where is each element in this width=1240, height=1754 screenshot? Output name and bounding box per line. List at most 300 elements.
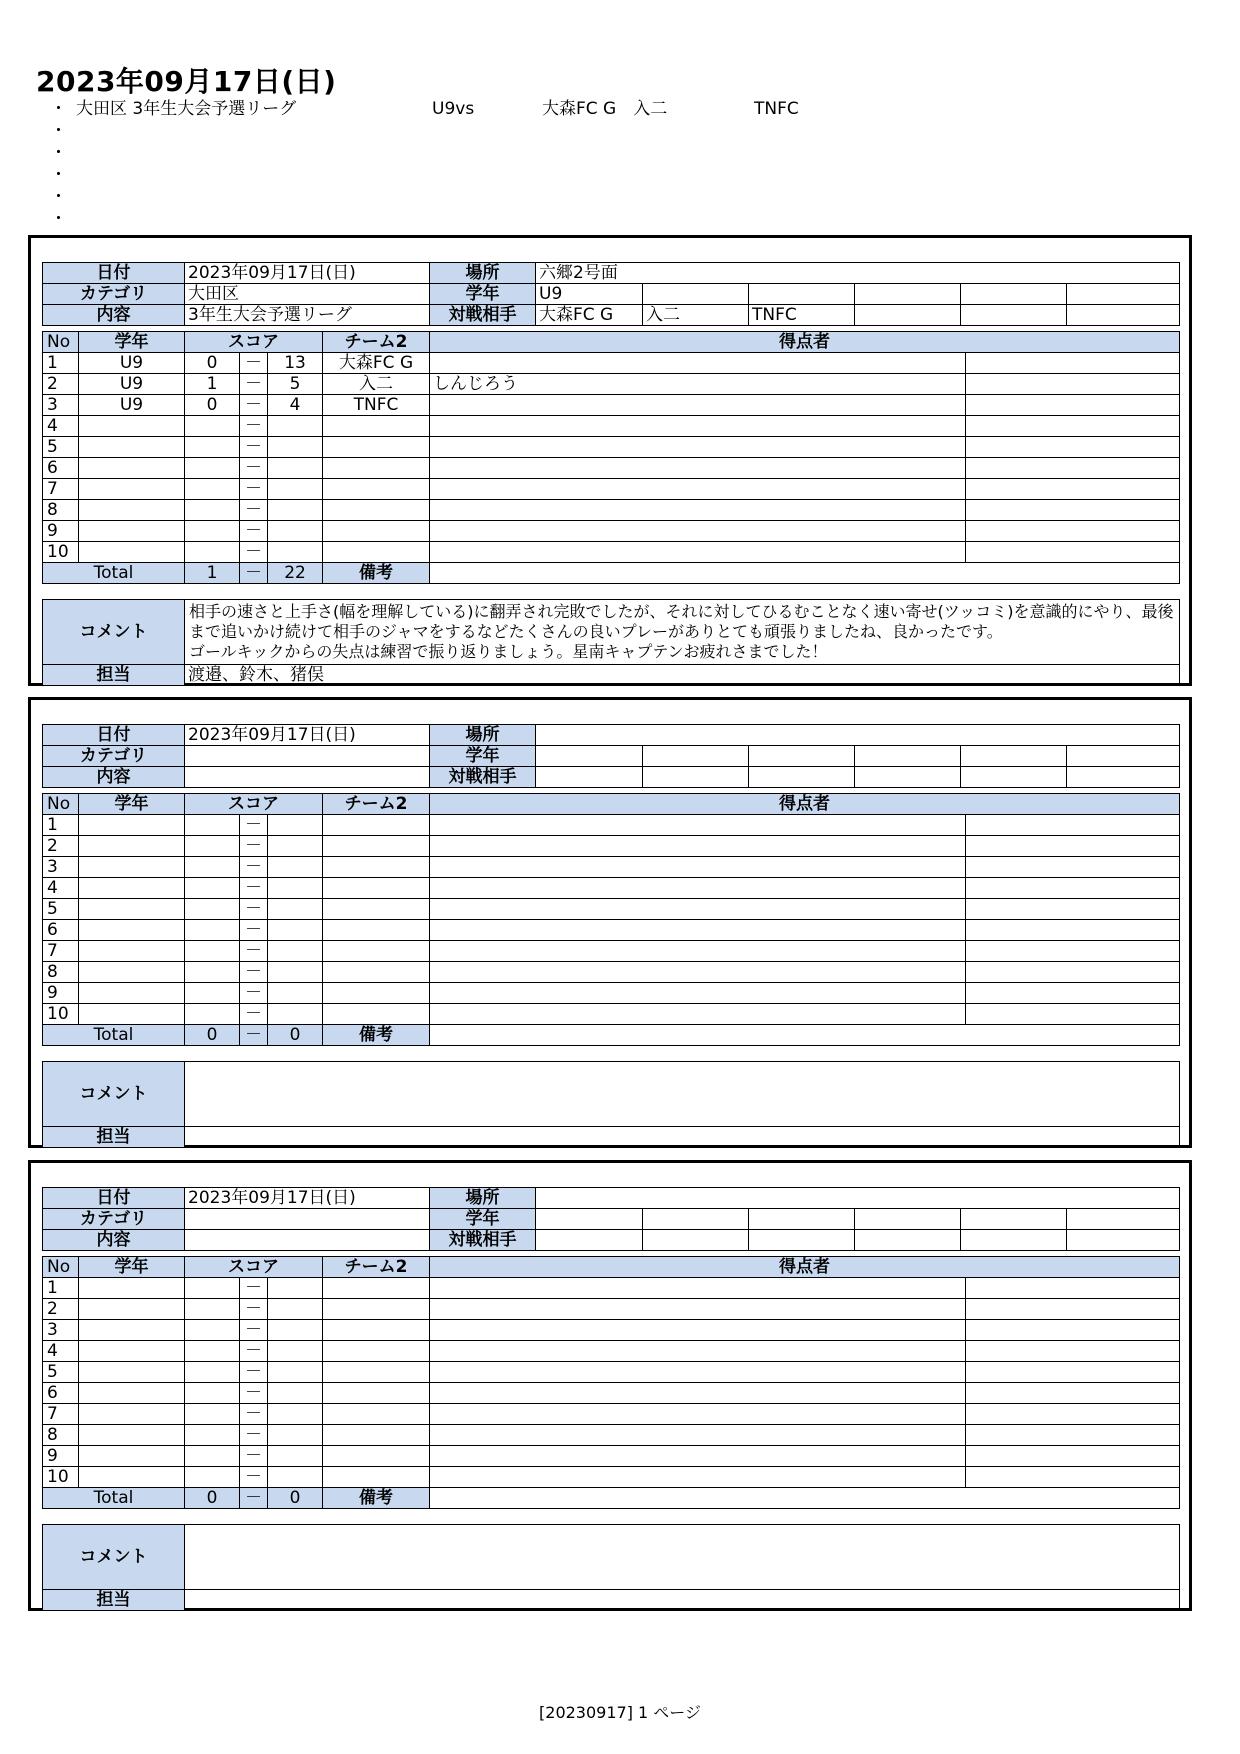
date-value: 2023年09月17日(日) <box>185 1188 430 1209</box>
bullet-mark: ・ <box>50 99 67 119</box>
row-scorer-extra <box>966 437 1180 458</box>
category-value <box>185 746 430 767</box>
row-team <box>323 1404 430 1425</box>
row-scorer <box>430 962 966 983</box>
row-grade: U9 <box>79 353 185 374</box>
row-score-dash: － <box>240 962 268 983</box>
match-record-section <box>28 1160 1192 1611</box>
opponent-cell <box>749 767 855 788</box>
row-score-own <box>185 458 240 479</box>
table-row <box>43 1320 1180 1341</box>
place-label: 場所 <box>430 263 536 284</box>
table-row <box>43 899 1180 920</box>
row-scorer <box>430 941 966 962</box>
row-scorer-extra <box>966 1004 1180 1025</box>
table-row <box>43 962 1180 983</box>
row-scorer <box>430 500 966 521</box>
row-scorer-extra <box>966 878 1180 899</box>
row-grade <box>79 479 185 500</box>
row-no: 8 <box>43 1425 79 1446</box>
row-grade <box>79 878 185 899</box>
empty-cell <box>961 284 1067 305</box>
row-scorer-extra <box>966 962 1180 983</box>
table-row <box>43 878 1180 899</box>
row-no: 6 <box>43 1383 79 1404</box>
row-score-own <box>185 878 240 899</box>
row-scorer <box>430 1425 966 1446</box>
row-team: TNFC <box>323 395 430 416</box>
row-scorer <box>430 836 966 857</box>
bullet-item <box>50 164 874 186</box>
empty-cell <box>749 746 855 767</box>
row-grade: U9 <box>79 374 185 395</box>
row-team <box>323 1425 430 1446</box>
row-grade <box>79 1299 185 1320</box>
row-score-own <box>185 857 240 878</box>
row-team <box>323 1341 430 1362</box>
category-label: カテゴリ <box>43 746 185 767</box>
row-grade <box>79 1446 185 1467</box>
row-grade <box>79 1362 185 1383</box>
row-scorer-extra <box>966 1404 1180 1425</box>
total-dash: － <box>240 563 268 584</box>
page-title: 2023年09月17日(日) <box>36 65 337 98</box>
bullet-mark: ・ <box>50 165 67 185</box>
row-score-opp <box>268 500 323 521</box>
table-row <box>43 1425 1180 1446</box>
grade-label: 学年 <box>430 746 536 767</box>
row-score-dash: － <box>240 437 268 458</box>
row-grade <box>79 1004 185 1025</box>
empty-cell <box>749 284 855 305</box>
content-label: 内容 <box>43 767 185 788</box>
row-score-opp <box>268 1362 323 1383</box>
row-scorer <box>430 1446 966 1467</box>
row-score-opp: 4 <box>268 395 323 416</box>
row-score-own <box>185 1341 240 1362</box>
page-footer: [20230917] 1 ページ <box>539 1703 701 1722</box>
row-scorer-extra <box>966 521 1180 542</box>
scorers-header: 得点者 <box>430 332 1180 353</box>
row-no: 2 <box>43 1299 79 1320</box>
row-score-own <box>185 416 240 437</box>
row-score-own <box>185 815 240 836</box>
grade-value: U9 <box>536 284 643 305</box>
place-value <box>536 725 1180 746</box>
empty-cell <box>855 746 961 767</box>
total-opp: 0 <box>268 1025 323 1046</box>
row-scorer-extra <box>966 836 1180 857</box>
category-value: 大田区 <box>185 284 430 305</box>
row-score-dash: － <box>240 1404 268 1425</box>
row-score-dash: － <box>240 1425 268 1446</box>
row-scorer <box>430 395 966 416</box>
bullet-segment: 大田区 3年生大会予選リーグ <box>76 99 297 119</box>
match-record-section <box>28 697 1192 1148</box>
row-no: 7 <box>43 1404 79 1425</box>
row-team: 入二 <box>323 374 430 395</box>
row-team <box>323 479 430 500</box>
row-score-own <box>185 1383 240 1404</box>
bullet-item <box>50 142 874 164</box>
bullet-item <box>50 120 874 142</box>
opponent-cell: 入二 <box>643 305 749 326</box>
row-no: 6 <box>43 920 79 941</box>
row-team <box>323 878 430 899</box>
row-score-own: 1 <box>185 374 240 395</box>
row-scorer-extra <box>966 983 1180 1004</box>
table-row <box>43 395 1180 416</box>
row-score-opp <box>268 836 323 857</box>
team2-header: チーム2 <box>323 332 430 353</box>
row-scorer-extra <box>966 353 1180 374</box>
row-score-dash: － <box>240 395 268 416</box>
table-row <box>43 1383 1180 1404</box>
table-row <box>43 437 1180 458</box>
row-scorer <box>430 1004 966 1025</box>
row-score-opp <box>268 1446 323 1467</box>
row-team <box>323 1446 430 1467</box>
row-score-opp <box>268 920 323 941</box>
opponent-label: 対戦相手 <box>430 305 536 326</box>
row-score-dash: － <box>240 374 268 395</box>
row-scorer-extra <box>966 1299 1180 1320</box>
row-score-dash: － <box>240 899 268 920</box>
row-score-opp <box>268 983 323 1004</box>
row-score-dash: － <box>240 353 268 374</box>
row-score-opp <box>268 1004 323 1025</box>
total-opp: 22 <box>268 563 323 584</box>
comment-text <box>185 1525 1180 1590</box>
row-no: 7 <box>43 479 79 500</box>
bullet-segment: U9vs <box>432 99 475 119</box>
scorers-header: 得点者 <box>430 794 1180 815</box>
no-header: No <box>43 332 79 353</box>
bullet-mark: ・ <box>50 143 67 163</box>
table-row <box>43 374 1180 395</box>
row-score-own <box>185 437 240 458</box>
row-score-own <box>185 836 240 857</box>
staff-label: 担当 <box>43 665 185 686</box>
row-no: 3 <box>43 395 79 416</box>
content-label: 内容 <box>43 1230 185 1251</box>
row-scorer <box>430 1278 966 1299</box>
row-no: 2 <box>43 836 79 857</box>
date-value: 2023年09月17日(日) <box>185 725 430 746</box>
row-score-opp <box>268 1404 323 1425</box>
row-scorer-extra <box>966 1341 1180 1362</box>
match-info-table <box>42 724 1180 788</box>
row-score-opp <box>268 899 323 920</box>
opponent-cell <box>1067 767 1180 788</box>
comment-label: コメント <box>43 600 185 665</box>
row-scorer-extra <box>966 395 1180 416</box>
place-value <box>536 1188 1180 1209</box>
row-scorer-extra <box>966 815 1180 836</box>
row-team <box>323 500 430 521</box>
grade-value <box>536 746 643 767</box>
table-row <box>43 1362 1180 1383</box>
row-scorer-extra <box>966 374 1180 395</box>
opponent-cell <box>1067 1230 1180 1251</box>
row-team <box>323 1299 430 1320</box>
remarks-label: 備考 <box>323 1488 430 1509</box>
row-scorer <box>430 1341 966 1362</box>
row-scorer <box>430 1299 966 1320</box>
row-score-opp <box>268 857 323 878</box>
row-no: 4 <box>43 1341 79 1362</box>
total-opp: 0 <box>268 1488 323 1509</box>
row-grade <box>79 857 185 878</box>
row-scorer <box>430 353 966 374</box>
row-score-dash: － <box>240 857 268 878</box>
row-score-opp: 13 <box>268 353 323 374</box>
total-label: Total <box>43 1488 185 1509</box>
no-header: No <box>43 1257 79 1278</box>
row-score-opp <box>268 1278 323 1299</box>
row-scorer <box>430 878 966 899</box>
row-scorer <box>430 857 966 878</box>
row-score-dash: － <box>240 1341 268 1362</box>
opponent-cell <box>643 1230 749 1251</box>
table-row <box>43 815 1180 836</box>
row-score-own <box>185 1446 240 1467</box>
row-scorer <box>430 899 966 920</box>
comment-text <box>185 1062 1180 1127</box>
no-header: No <box>43 794 79 815</box>
date-label: 日付 <box>43 263 185 284</box>
row-score-opp <box>268 1467 323 1488</box>
row-scorer-extra <box>966 941 1180 962</box>
row-score-own <box>185 920 240 941</box>
row-score-dash: － <box>240 500 268 521</box>
row-score-opp <box>268 1425 323 1446</box>
scores-table <box>42 331 1180 584</box>
row-no: 1 <box>43 353 79 374</box>
row-grade <box>79 962 185 983</box>
table-row <box>43 1299 1180 1320</box>
empty-cell <box>643 1209 749 1230</box>
row-scorer <box>430 542 966 563</box>
row-no: 9 <box>43 983 79 1004</box>
row-team <box>323 857 430 878</box>
table-row <box>43 857 1180 878</box>
scores-table <box>42 1256 1180 1509</box>
row-scorer-extra <box>966 920 1180 941</box>
row-score-own <box>185 542 240 563</box>
row-score-own <box>185 1404 240 1425</box>
row-team <box>323 1278 430 1299</box>
remarks-label: 備考 <box>323 1025 430 1046</box>
row-scorer-extra <box>966 1425 1180 1446</box>
row-scorer-extra <box>966 1362 1180 1383</box>
opponent-cell <box>961 305 1067 326</box>
row-scorer <box>430 479 966 500</box>
total-own: 0 <box>185 1488 240 1509</box>
row-score-opp <box>268 458 323 479</box>
empty-cell <box>1067 1209 1180 1230</box>
table-row <box>43 1341 1180 1362</box>
date-label: 日付 <box>43 725 185 746</box>
row-score-dash: － <box>240 815 268 836</box>
row-scorer-extra <box>966 1320 1180 1341</box>
row-no: 1 <box>43 1278 79 1299</box>
staff-label: 担当 <box>43 1590 185 1611</box>
row-team <box>323 815 430 836</box>
row-grade <box>79 437 185 458</box>
comment-label: コメント <box>43 1525 185 1590</box>
row-score-own <box>185 1320 240 1341</box>
staff-value <box>185 1127 1180 1148</box>
row-scorer-extra <box>966 1383 1180 1404</box>
opponent-cell <box>855 305 961 326</box>
row-no: 5 <box>43 437 79 458</box>
bullet-mark: ・ <box>50 187 67 207</box>
row-score-opp <box>268 1383 323 1404</box>
row-team <box>323 416 430 437</box>
opponent-label: 対戦相手 <box>430 767 536 788</box>
table-row <box>43 941 1180 962</box>
row-score-opp <box>268 1320 323 1341</box>
row-score-opp <box>268 437 323 458</box>
category-value <box>185 1209 430 1230</box>
row-score-own <box>185 1425 240 1446</box>
category-label: カテゴリ <box>43 284 185 305</box>
row-score-opp <box>268 479 323 500</box>
content-value <box>185 767 430 788</box>
total-label: Total <box>43 1025 185 1046</box>
row-score-own <box>185 983 240 1004</box>
total-own: 1 <box>185 563 240 584</box>
row-grade <box>79 899 185 920</box>
row-scorer <box>430 437 966 458</box>
bullet-segment: 大森FC G 入二 <box>542 99 668 119</box>
row-score-own <box>185 1004 240 1025</box>
comment-table <box>42 1524 1180 1611</box>
empty-cell <box>961 1209 1067 1230</box>
row-team <box>323 1362 430 1383</box>
row-score-own <box>185 1467 240 1488</box>
opponent-cell: 大森FC G <box>536 305 643 326</box>
row-scorer <box>430 1404 966 1425</box>
score-header: スコア <box>185 794 323 815</box>
row-grade <box>79 1383 185 1404</box>
row-score-dash: － <box>240 458 268 479</box>
row-score-own <box>185 479 240 500</box>
row-score-opp <box>268 542 323 563</box>
row-score-dash: － <box>240 1299 268 1320</box>
grade-header: 学年 <box>79 794 185 815</box>
row-no: 10 <box>43 1004 79 1025</box>
opponent-cell <box>961 767 1067 788</box>
comment-text: 相手の速さと上手さ(幅を理解している)に翻弄され完敗でしたが、それに対してひるむことなく速い寄せ(ツッコミ)を意識的にやり、最後まで追いかけ続けて相手のジャマをするなどたくさんの良いプレーがありとても頑張りましたね、良かったです。 ゴールキックからの失点は練習で振り返りましょう。星南キャプテンお疲れさまでした！ <box>185 600 1180 665</box>
row-score-opp <box>268 815 323 836</box>
empty-cell <box>1067 284 1180 305</box>
row-score-dash: － <box>240 1278 268 1299</box>
row-team <box>323 836 430 857</box>
row-no: 10 <box>43 1467 79 1488</box>
row-scorer <box>430 920 966 941</box>
total-label: Total <box>43 563 185 584</box>
row-team <box>323 1383 430 1404</box>
row-score-dash: － <box>240 1383 268 1404</box>
table-row <box>43 500 1180 521</box>
row-score-dash: － <box>240 542 268 563</box>
staff-value: 渡邉、鈴木、猪俣 <box>185 665 1180 686</box>
date-label: 日付 <box>43 1188 185 1209</box>
opponent-cell <box>961 1230 1067 1251</box>
row-score-opp <box>268 941 323 962</box>
row-score-own <box>185 1362 240 1383</box>
staff-value <box>185 1590 1180 1611</box>
scores-table <box>42 793 1180 1046</box>
total-dash: － <box>240 1025 268 1046</box>
row-score-dash: － <box>240 416 268 437</box>
place-label: 場所 <box>430 725 536 746</box>
table-row <box>43 458 1180 479</box>
table-row <box>43 1004 1180 1025</box>
table-row <box>43 353 1180 374</box>
row-no: 5 <box>43 1362 79 1383</box>
row-score-opp <box>268 416 323 437</box>
row-team <box>323 962 430 983</box>
grade-label: 学年 <box>430 1209 536 1230</box>
row-grade <box>79 1320 185 1341</box>
empty-cell <box>1067 746 1180 767</box>
staff-label: 担当 <box>43 1127 185 1148</box>
row-score-own <box>185 521 240 542</box>
opponent-cell <box>749 1230 855 1251</box>
row-no: 10 <box>43 542 79 563</box>
row-team <box>323 1467 430 1488</box>
row-no: 9 <box>43 1446 79 1467</box>
opponent-cell <box>855 767 961 788</box>
empty-cell <box>855 1209 961 1230</box>
row-scorer <box>430 521 966 542</box>
row-team <box>323 920 430 941</box>
row-score-opp: 5 <box>268 374 323 395</box>
opponent-label: 対戦相手 <box>430 1230 536 1251</box>
comment-table <box>42 599 1180 686</box>
date-value: 2023年09月17日(日) <box>185 263 430 284</box>
row-scorer <box>430 1362 966 1383</box>
row-grade <box>79 1278 185 1299</box>
row-grade <box>79 941 185 962</box>
row-score-dash: － <box>240 479 268 500</box>
row-team <box>323 941 430 962</box>
row-score-own <box>185 500 240 521</box>
row-team <box>323 458 430 479</box>
row-score-dash: － <box>240 1320 268 1341</box>
row-scorer-extra <box>966 1278 1180 1299</box>
row-score-own <box>185 941 240 962</box>
row-grade <box>79 416 185 437</box>
table-row <box>43 836 1180 857</box>
row-scorer <box>430 1320 966 1341</box>
row-score-own <box>185 1278 240 1299</box>
bullet-mark: ・ <box>50 209 67 229</box>
row-score-dash: － <box>240 1362 268 1383</box>
row-no: 4 <box>43 416 79 437</box>
opponent-cell <box>1067 305 1180 326</box>
row-scorer-extra <box>966 542 1180 563</box>
row-no: 2 <box>43 374 79 395</box>
row-scorer-extra <box>966 1446 1180 1467</box>
row-score-dash: － <box>240 983 268 1004</box>
match-record-section <box>28 235 1192 686</box>
table-row <box>43 1446 1180 1467</box>
opponent-cell <box>855 1230 961 1251</box>
